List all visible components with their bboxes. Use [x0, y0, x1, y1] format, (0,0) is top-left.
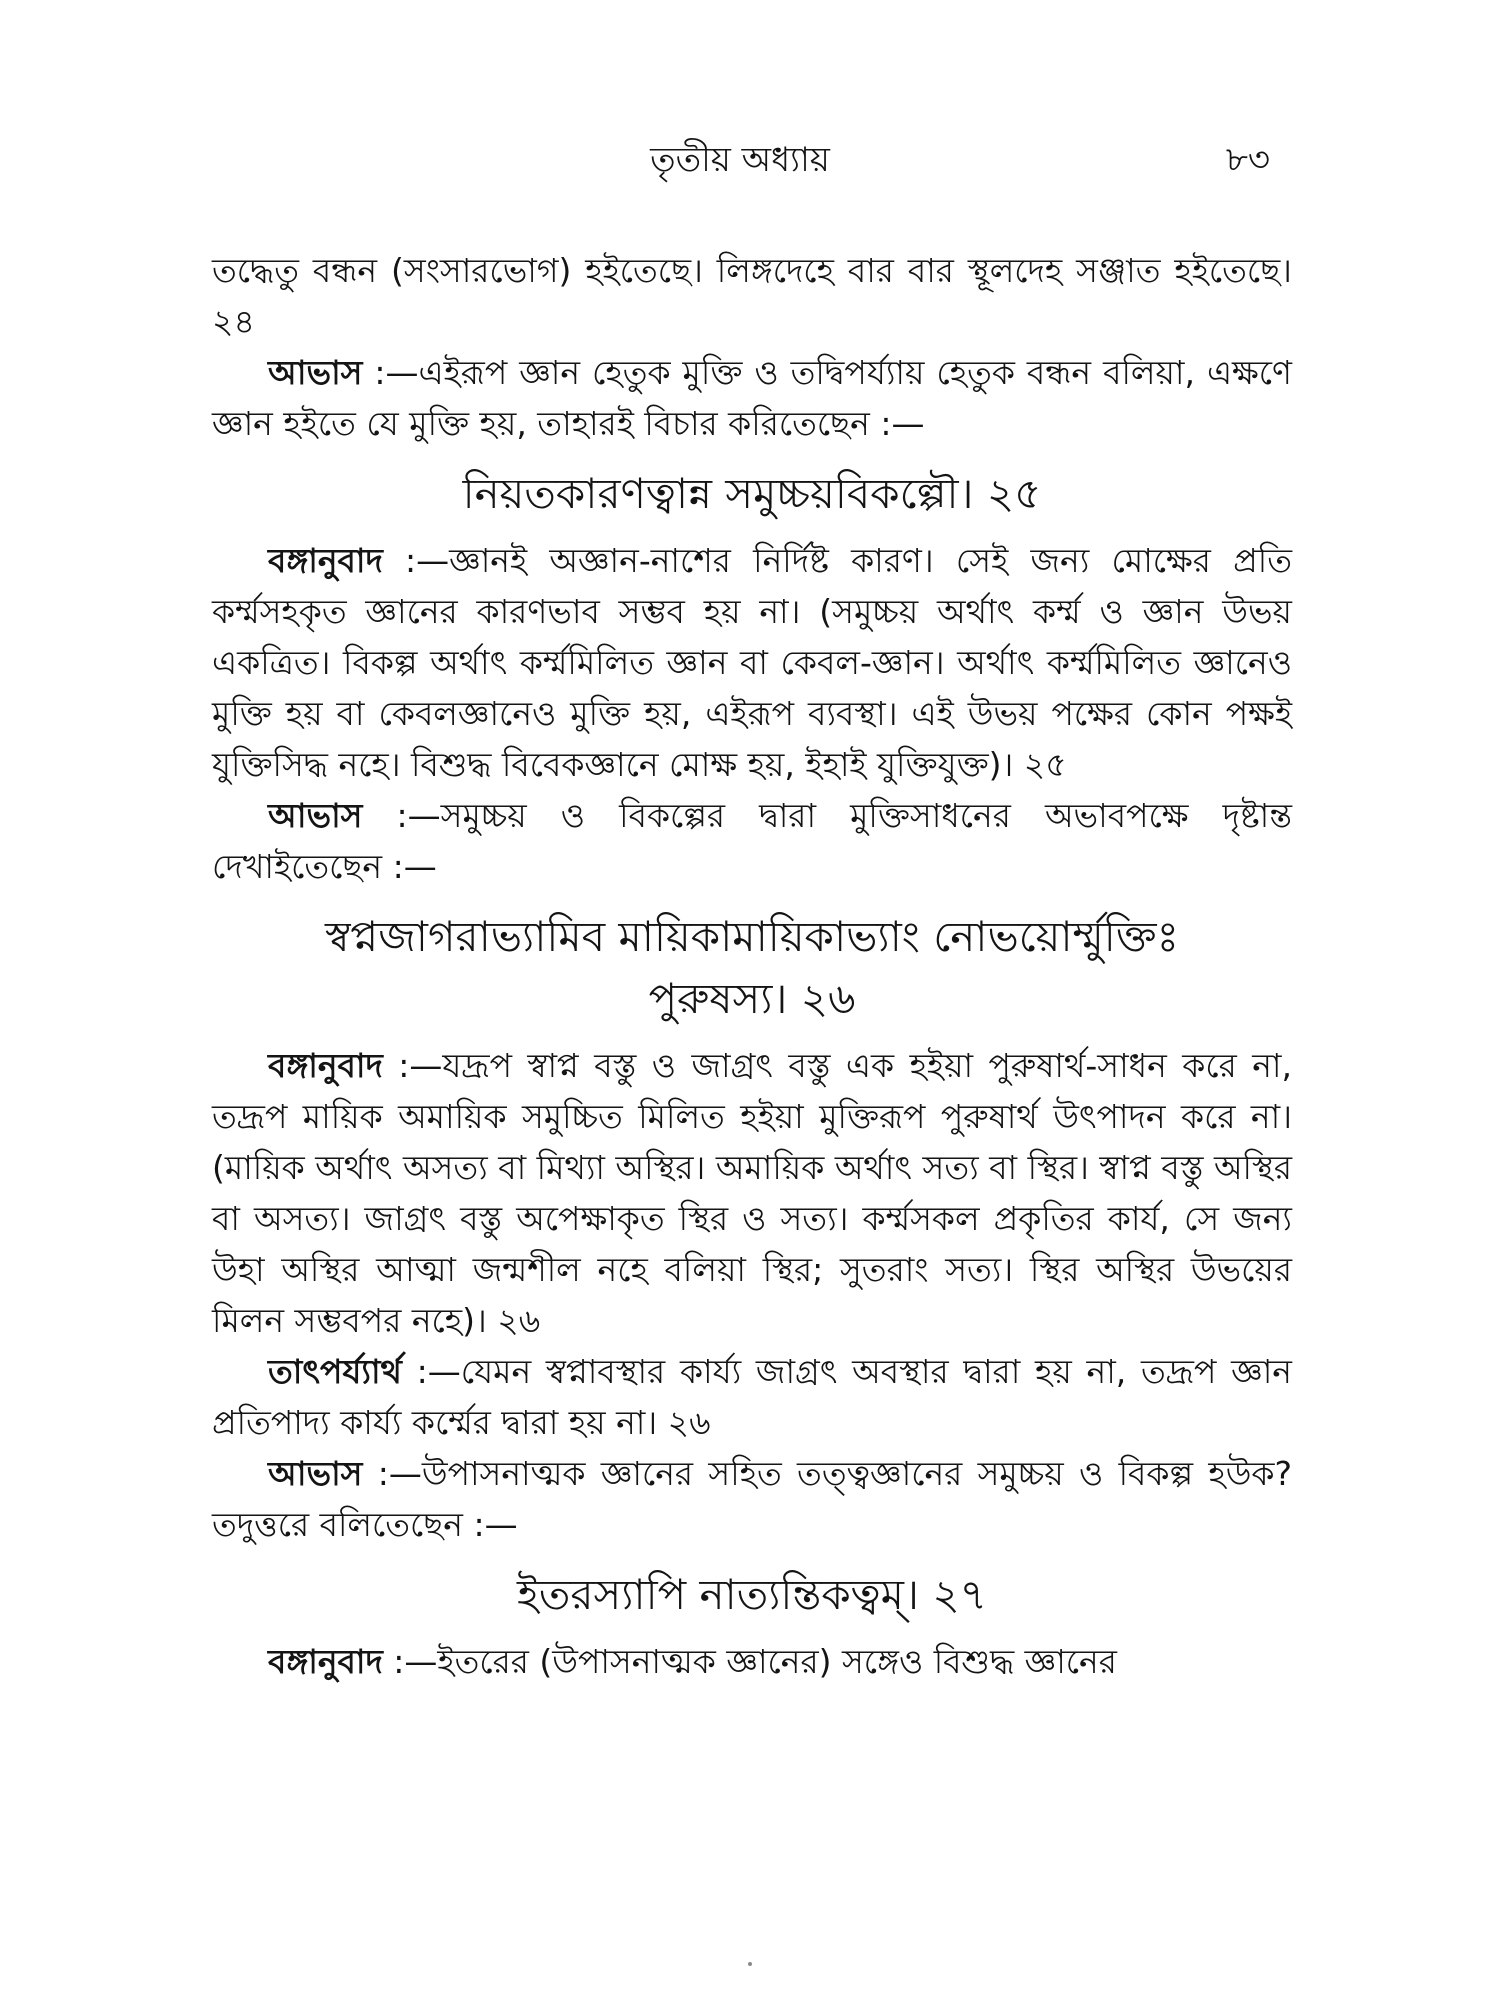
paragraph-text: :—জ্ঞানই অজ্ঞান-নাশের নির্দিষ্ট কারণ। সেই জন্য মোক্ষের প্রতি কর্ম্মসহকৃত জ্ঞানের কারণভাব সম্ভব হয় না। (সমুচ্চয় অর্থাৎ কর্ম্ম ও জ্ঞান উভয় একত্রিত। বিকল্প অর্থাৎ কর্ম্মমিলিত জ্ঞান বা কেবল-জ্ঞান। অর্থাৎ কর্ম্মমিলিত জ্ঞানেও মুক্তি হয় বা কেবলজ্ঞানেও মুক্তি হয়, এইরূপ ব্যবস্থা। এই উভয় পক্ষের কোন পক্ষই যুক্তিসিদ্ধ নহে। বিশুদ্ধ বিবেকজ্ঞানে মোক্ষ হয়, ইহাই যুক্তিযুক্ত)। ২৫ [212, 541, 1292, 784]
translation-label: বঙ্গানুবাদ [268, 1642, 383, 1681]
paragraph-24-continuation [212, 245, 1292, 347]
sutra-27 [212, 1564, 1292, 1626]
sutra-line-2: পুরুষস্য। ২৬ [648, 974, 856, 1023]
paragraph-text: :—উপাসনাত্মক জ্ঞানের সহিত তত্ত্বজ্ঞানের সমুচ্চয় ও বিকল্প হউক? তদুত্তরে বলিতেছেন :— [212, 1454, 1292, 1544]
translation-paragraph-26 [212, 1040, 1292, 1346]
paragraph-text: :—যদ্রূপ স্বাপ্ন বস্তু ও জাগ্রৎ বস্তু এক হইয়া পুরুষার্থ-সাধন করে না, তদ্রূপ মায়িক অমায়িক সমুচ্চিত মিলিত হইয়া মুক্তিরূপ পুরুষার্থ উৎপাদন করে না। (মায়িক অর্থাৎ অসত্য বা মিথ্যা অস্থির। অমায়িক অর্থাৎ সত্য বা স্থির। স্বাপ্ন বস্তু অস্থির বা অসত্য। জাগ্রৎ বস্তু অপেক্ষাকৃত স্থির ও সত্য। কর্ম্মসকল প্রকৃতির কার্য, সে জন্য উহা অস্থির আত্মা জন্মশীল নহে বলিয়া স্থির; সুতরাং সত্য। স্থির অস্থির উভয়ের মিলন সম্ভবপর নহে)। ২৬ [212, 1046, 1292, 1340]
translation-label: বঙ্গানুবাদ [268, 1046, 383, 1085]
sutra-line-1: স্বপ্নজাগরাভ্যামিব মায়িকামায়িকাভ্যাং নোভয়োর্ম্মুক্তিঃ [325, 912, 1179, 961]
abhas-paragraph-3 [212, 1448, 1292, 1550]
sutra-26 [212, 906, 1292, 1030]
meaning-label: তাৎপর্য্যার্থ [268, 1352, 402, 1391]
page-number: ৮৩ [1225, 140, 1270, 180]
abhas-label: আভাস [268, 1454, 363, 1493]
paragraph-text: তদ্ধেতু বন্ধন (সংসারভোগ) হইতেছে। লিঙ্গদেহে বার বার স্থূলদেহ সঞ্জাত হইতেছে। ২৪ [212, 251, 1292, 341]
abhas-paragraph-2 [212, 790, 1292, 892]
running-head [0, 140, 1500, 190]
paragraph-text: :—ইতরের (উপাসনাত্মক জ্ঞানের) সঙ্গেও বিশুদ্ধ জ্ঞানের [382, 1642, 1117, 1681]
sutra-line: ইতরস্যাপি নাত্যন্তিকত্বম্। ২৭ [517, 1570, 987, 1619]
sutra-25 [212, 463, 1292, 525]
paragraph-text: :—যেমন স্বপ্নাবস্থার কার্য্য জাগ্রৎ অবস্থার দ্বারা হয় না, তদ্রূপ জ্ঞান প্রতিপাদ্য কার্য্য কর্ম্মের দ্বারা হয় না। ২৬ [212, 1352, 1292, 1442]
abhas-label: আভাস [268, 353, 363, 392]
page-speck [748, 1962, 752, 1966]
page-content [212, 245, 1292, 1687]
meaning-paragraph-26 [212, 1346, 1292, 1448]
sutra-line: নিয়তকারণত্বান্ন সমুচ্চয়বিকল্পৌ। ২৫ [462, 469, 1042, 518]
chapter-title: তৃতীয় অধ্যায় [650, 140, 830, 180]
paragraph-text: :—এইরূপ জ্ঞান হেতুক মুক্তি ও তদ্বিপর্য্যায় হেতুক বন্ধন বলিয়া, এক্ষণে জ্ঞান হইতে যে মুক্তি হয়, তাহারই বিচার করিতেছেন :— [212, 353, 1292, 443]
translation-paragraph-27 [212, 1636, 1292, 1687]
translation-label: বঙ্গানুবাদ [268, 541, 383, 580]
abhas-paragraph-1 [212, 347, 1292, 449]
abhas-label: আভাস [268, 796, 363, 835]
translation-paragraph-25 [212, 535, 1292, 790]
paragraph-text: :—সমুচ্চয় ও বিকল্পের দ্বারা মুক্তিসাধনের অভাবপক্ষে দৃষ্টান্ত দেখাইতেছেন :— [212, 796, 1292, 886]
